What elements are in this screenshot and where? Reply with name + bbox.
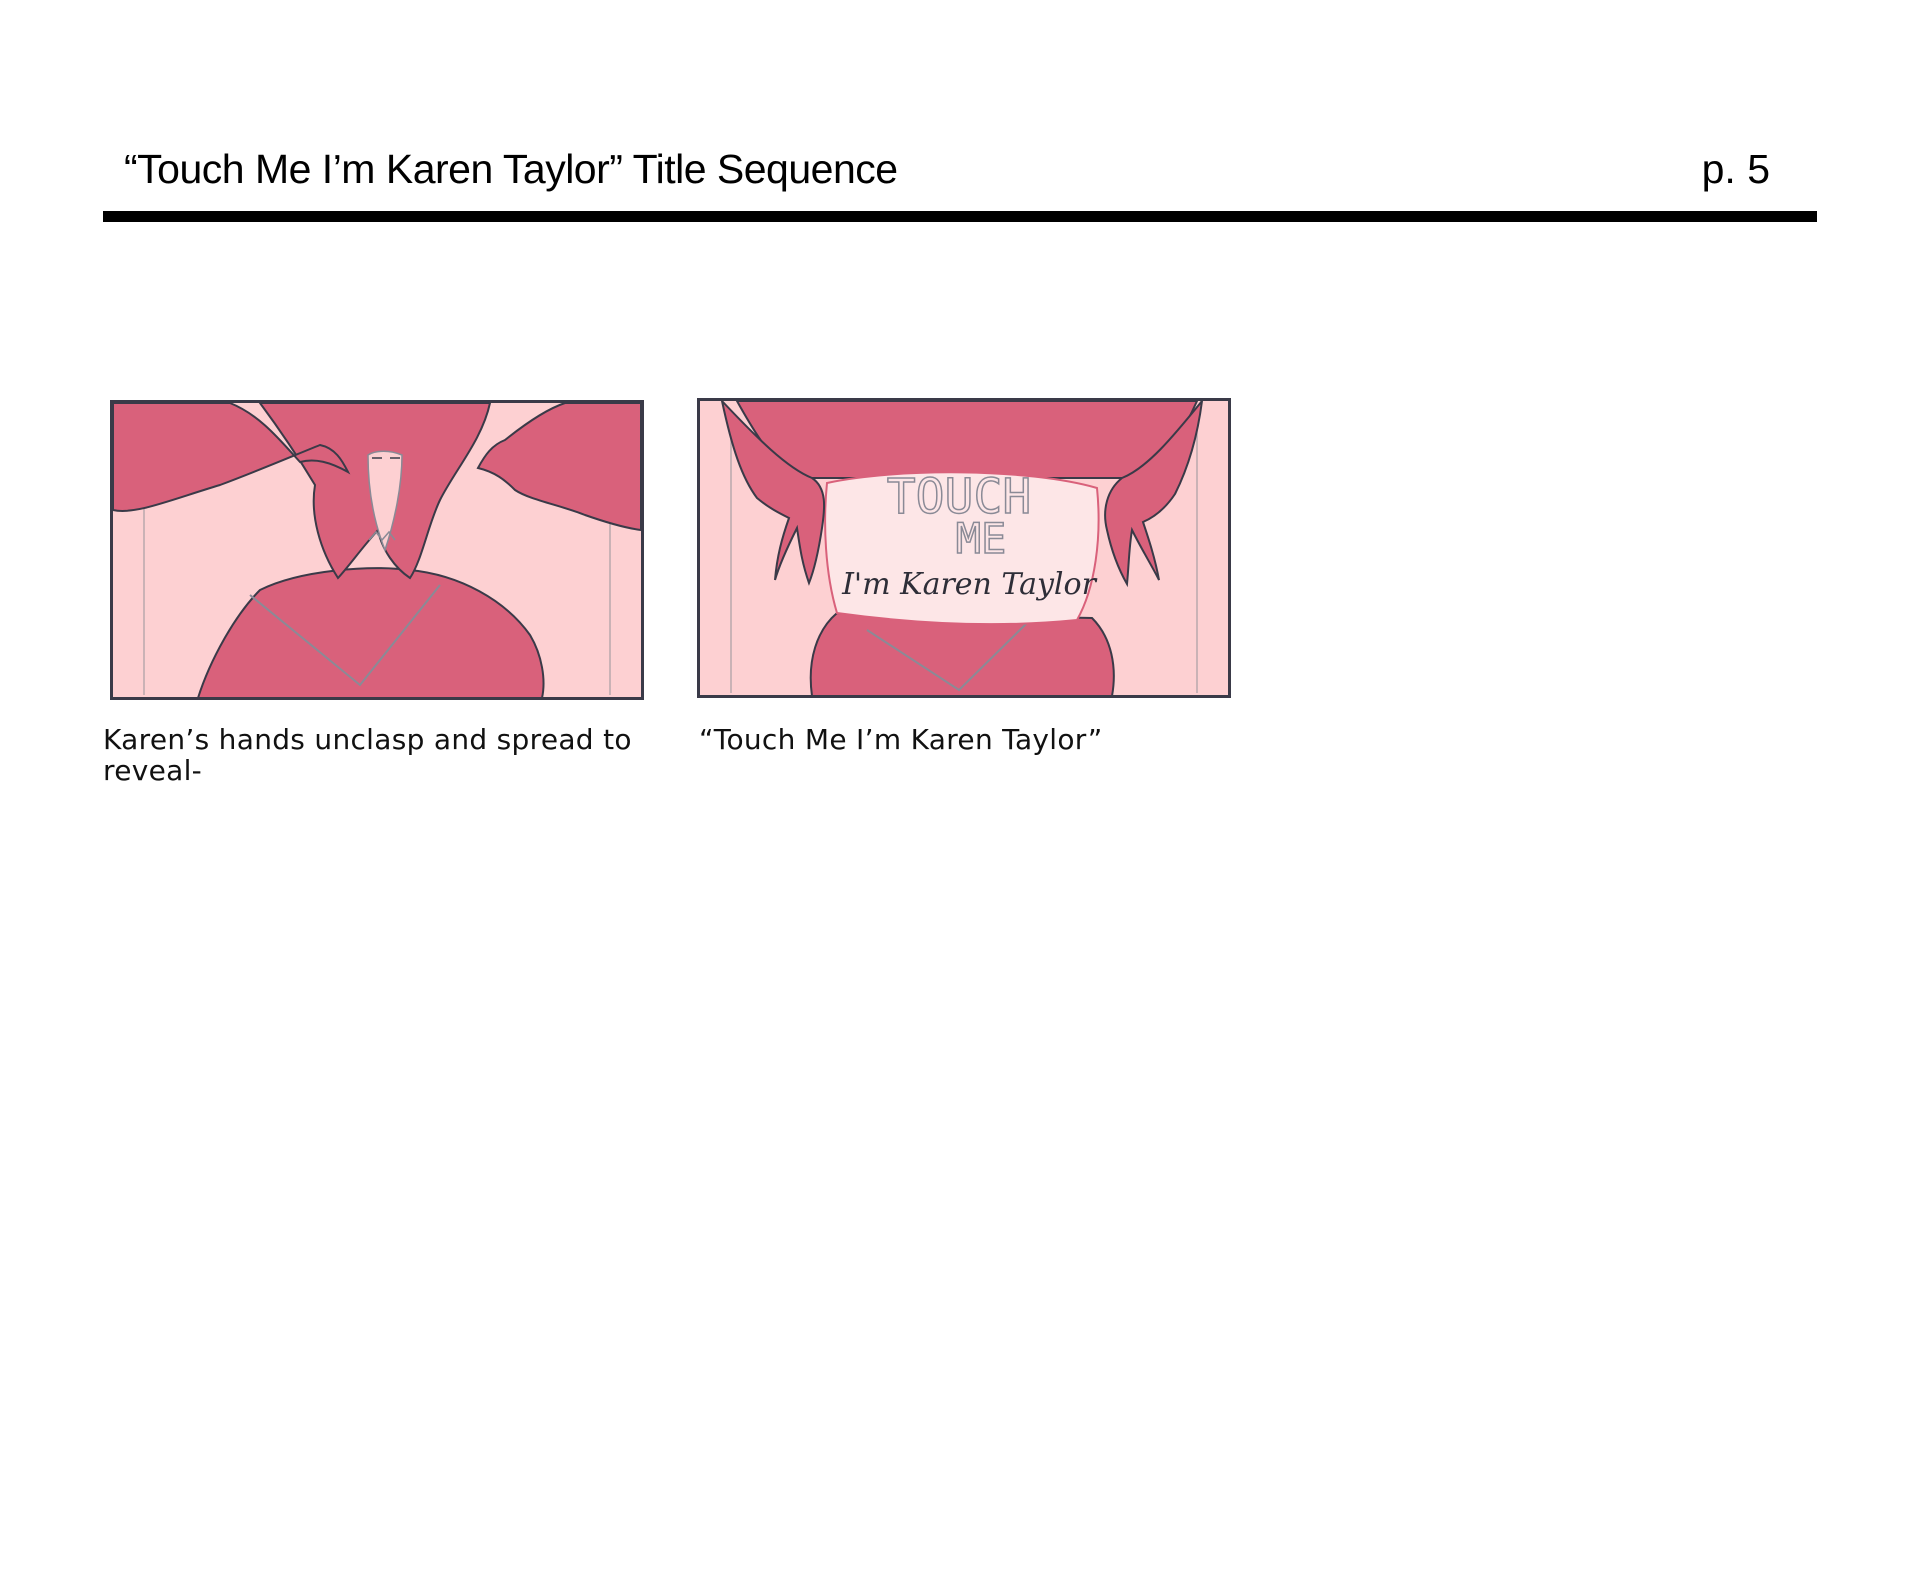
panel-2-caption: “Touch Me I’m Karen Taylor” bbox=[699, 723, 1103, 756]
sign-text-me: ME bbox=[955, 514, 1007, 563]
panel-1-caption: Karen’s hands unclasp and spread to reveal- bbox=[103, 723, 632, 787]
header-divider bbox=[103, 211, 1817, 222]
page-title: “Touch Me I’m Karen Taylor” Title Sequence bbox=[124, 146, 898, 192]
storyboard-panel-1 bbox=[110, 400, 644, 700]
panel-2-drawing bbox=[697, 398, 1231, 698]
sign-text-name: I'm Karen Taylor bbox=[842, 567, 1096, 602]
sign-text-touch: TOUCH bbox=[886, 469, 1032, 525]
panel-1-drawing bbox=[110, 400, 644, 700]
storyboard-panel-2 bbox=[697, 398, 1231, 698]
page-number: p. 5 bbox=[1701, 146, 1770, 192]
